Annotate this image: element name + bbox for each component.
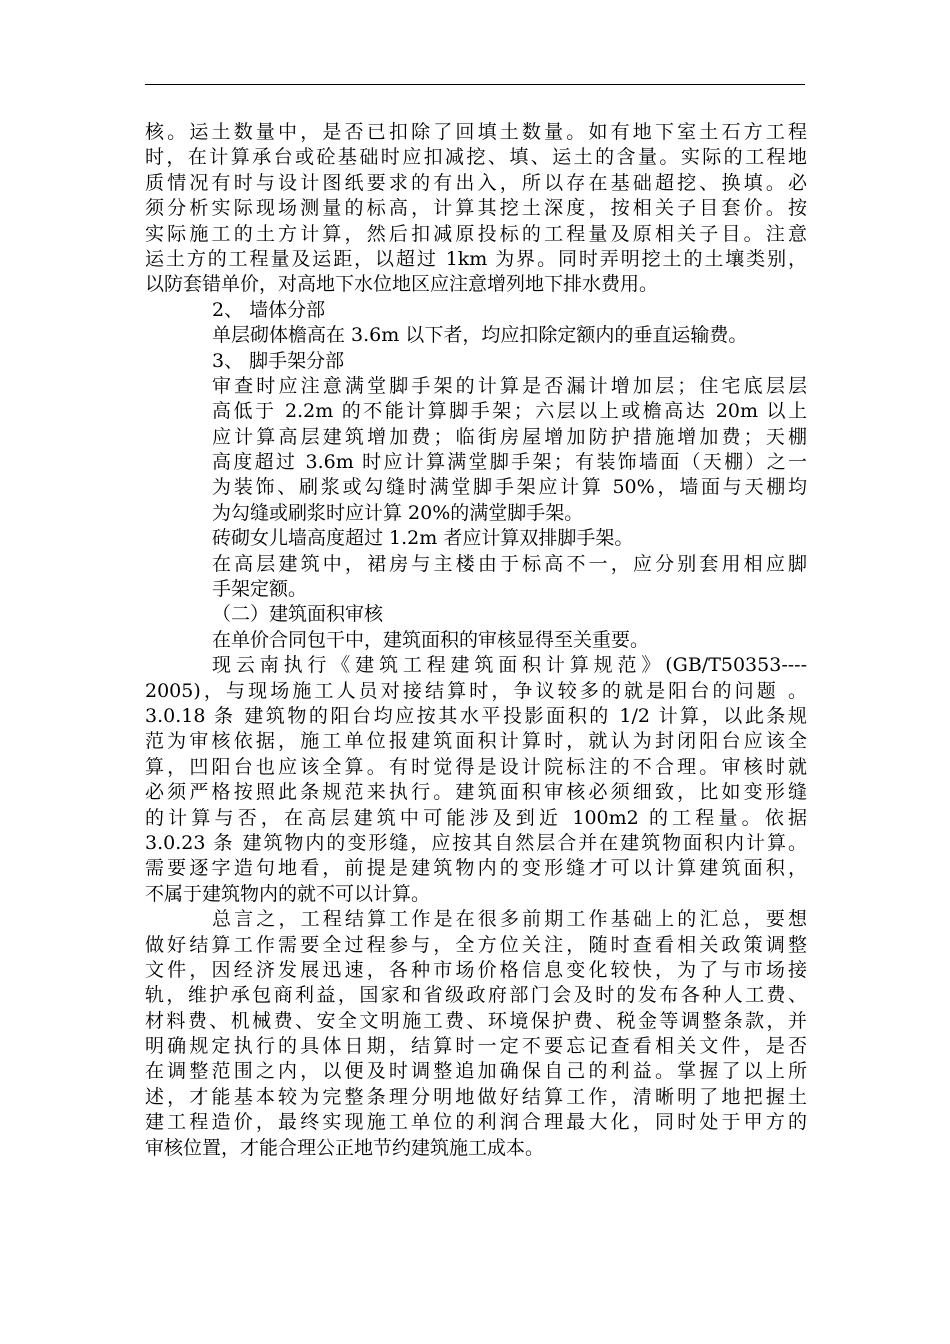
text-line: 总言之，工程结算工作是在很多前期工作基础上的汇总，要想 — [212, 908, 807, 931]
text-line: 手架定额。 — [212, 578, 308, 601]
text-line: 在单价合同包干中，建筑面积的审核显得至关重要。 — [212, 628, 650, 651]
text-line: 为装饰、刷浆或勾缝时满堂脚手架应计算 50%，墙面与天棚均 — [212, 476, 807, 499]
text-line: 为勾缝或刷浆时应计算 20%的满堂脚手架。 — [212, 501, 584, 524]
text-line: 2005)，与现场施工人员对接结算时，争议较多的就是阳台的问题 。 — [145, 679, 807, 702]
text-line: 需要逐字造句地看，前提是建筑物内的变形缝才可以计算建筑面积， — [145, 857, 807, 880]
text-line: 核。运土数量中，是否已扣除了回填土数量。如有地下室土石方工程 — [145, 121, 807, 143]
text-line: 不属于建筑物内的就不可以计算。 — [145, 882, 431, 905]
text-line: 审核位置，才能合理公正地节约建筑施工成本。 — [145, 1136, 545, 1159]
text-line: 单层砌体檐高在 3.6m 以下者，均应扣除定额内的垂直运输费。 — [212, 324, 748, 347]
text-line: 高度超过 3.6m 时应计算满堂脚手架；有装饰墙面（天棚）之一 — [212, 451, 807, 474]
text-line: 文件，因经济发展迅速，各种市场价格信息变化较快，为了与市场接 — [145, 958, 807, 981]
text-line: 运土方的工程量及运距，以超过 1km 为界。同时弄明挖土的土壤类别， — [145, 247, 807, 270]
text-line: （二）建筑面积审核 — [212, 603, 384, 626]
text-line: 在调整范围之内，以便及时调整追加确保自己的利益。掌握了以上所 — [145, 1060, 807, 1083]
text-line: 必须严格按照此条规范来执行。建筑面积审核必须细致，比如变形缝 — [145, 781, 807, 804]
text-line: 时，在计算承台或砼基础时应扣减挖、填、运土的含量。实际的工程地 — [145, 146, 807, 169]
text-line: 算，凹阳台也应该全算。有时觉得是设计院标注的不合理。审核时就 — [145, 755, 807, 778]
text-line: 实际施工的土方计算，然后扣减原投标的工程量及原相关子目。注意 — [145, 222, 807, 245]
text-line: 述，才能基本较为完整条理分明地做好结算工作，清晰明了地把握土 — [145, 1085, 807, 1108]
text-line: 建工程造价，最终实现施工单位的利润合理最大化，同时处于甲方的 — [145, 1111, 807, 1134]
text-line: 应计算高层建筑增加费；临街房屋增加防护措施增加费；天棚 — [212, 425, 807, 448]
text-line: 质情况有时与设计图纸要求的有出入，所以存在基础超挖、换填。必 — [145, 171, 807, 194]
text-line: 以防套错单价，对高地下水位地区应注意增列地下排水费用。 — [145, 273, 659, 296]
text-line: 现云南执行《建筑工程建筑面积计算规范》(GB/T50353---- — [212, 654, 807, 677]
text-line: 材料费、机械费、安全文明施工费、环境保护费、税金等调整条款，并 — [145, 1009, 807, 1032]
text-line: 须分析实际现场测量的标高，计算其挖土深度，按相关子目套价。按 — [145, 197, 807, 220]
text-line: 审查时应注意满堂脚手架的计算是否漏计增加层；住宅底层层 — [212, 374, 807, 397]
text-line: 范为审核依据，施工单位报建筑面积计算时，就认为封闭阳台应该全 — [145, 730, 807, 753]
text-line: 做好结算工作需要全过程参与，全方位关注，随时查看相关政策调整 — [145, 933, 807, 956]
text-line: 在高层建筑中，裙房与主楼由于标高不一，应分别套用相应脚 — [212, 552, 807, 575]
document-body — [145, 120, 807, 1161]
text-line: 3.0.18 条 建筑物的阳台均应按其水平投影面积的 1/2 计算，以此条规 — [145, 704, 807, 727]
text-line: 2、 墙体分部 — [212, 298, 326, 321]
text-line: 明确规定执行的具体日期，结算时一定不要忘记查看相关文件，是否 — [145, 1035, 807, 1058]
text-line: 轨，维护承包商利益，国家和省级政府部门会及时的发布各种人工费、 — [145, 984, 807, 1007]
text-line: 3、 脚手架分部 — [212, 349, 345, 372]
header-rule — [145, 84, 805, 85]
text-line: 3.0.23 条 建筑物内的变形缝，应按其自然层合并在建筑物面积内计算。 — [145, 831, 807, 854]
text-line: 高低于 2.2m 的不能计算脚手架；六层以上或檐高达 20m 以上 — [212, 400, 807, 423]
text-line: 的计算与否，在高层建筑中可能涉及到近 100m2 的工程量。依据 — [145, 806, 807, 829]
text-line: 砖砌女儿墙高度超过 1.2m 者应计算双排脚手架。 — [212, 527, 634, 550]
